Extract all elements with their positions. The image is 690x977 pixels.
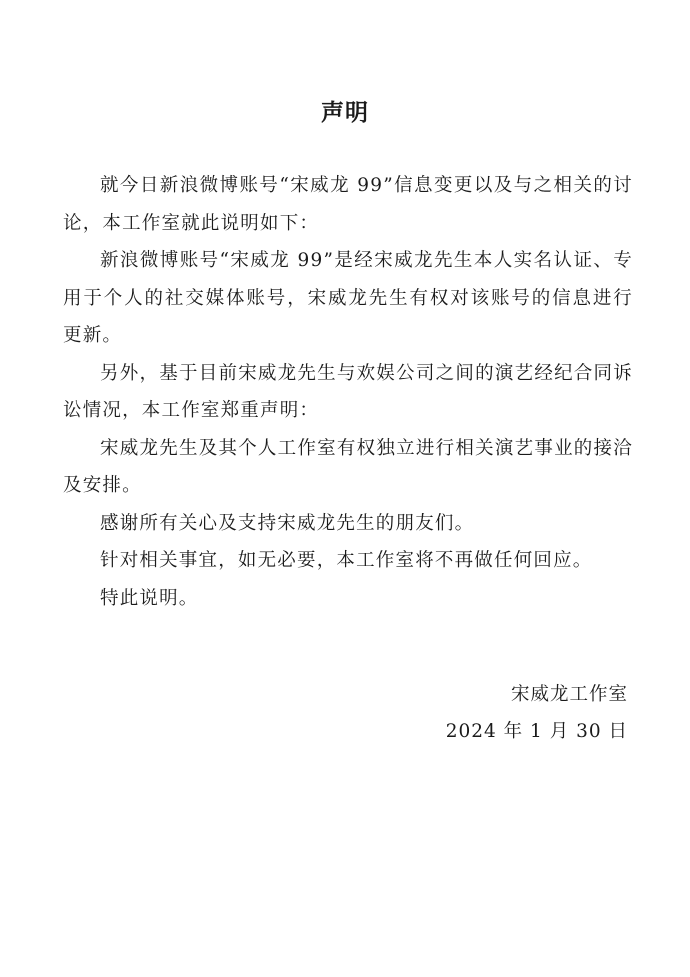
paragraph-account: 新浪微博账号“宋威龙 99”是经宋威龙先生本人实名认证、专用于个人的社交媒体账号，宋威龙先生有权对该账号的信息进行更新。 (63, 250, 633, 346)
statement-body (63, 167, 633, 617)
page-title: 声明 (321, 100, 369, 126)
paragraph-no-response: 针对相关事宜，如无必要，本工作室将不再做任何回应。 (100, 550, 593, 571)
signature-issuer: 宋威龙工作室 (510, 684, 628, 705)
paragraph-closing: 特此说明。 (100, 587, 199, 609)
paragraph-rights: 宋威龙先生及其个人工作室有权独立进行相关演艺事业的接洽及安排。 (63, 437, 633, 496)
paragraph-intro: 就今日新浪微博账号“宋威龙 99”信息变更以及与之相关的讨论，本工作室就此说明如下： (63, 175, 633, 234)
paragraph-thanks: 感谢所有关心及支持宋威龙先生的朋友们。 (100, 512, 475, 534)
signature-block (446, 676, 628, 750)
paragraph-lawsuit: 另外，基于目前宋威龙先生与欢娱公司之间的演艺经纪合同诉讼情况，本工作室郑重声明： (63, 362, 633, 421)
signature-date: 2024 年 1 月 30 日 (445, 721, 628, 742)
